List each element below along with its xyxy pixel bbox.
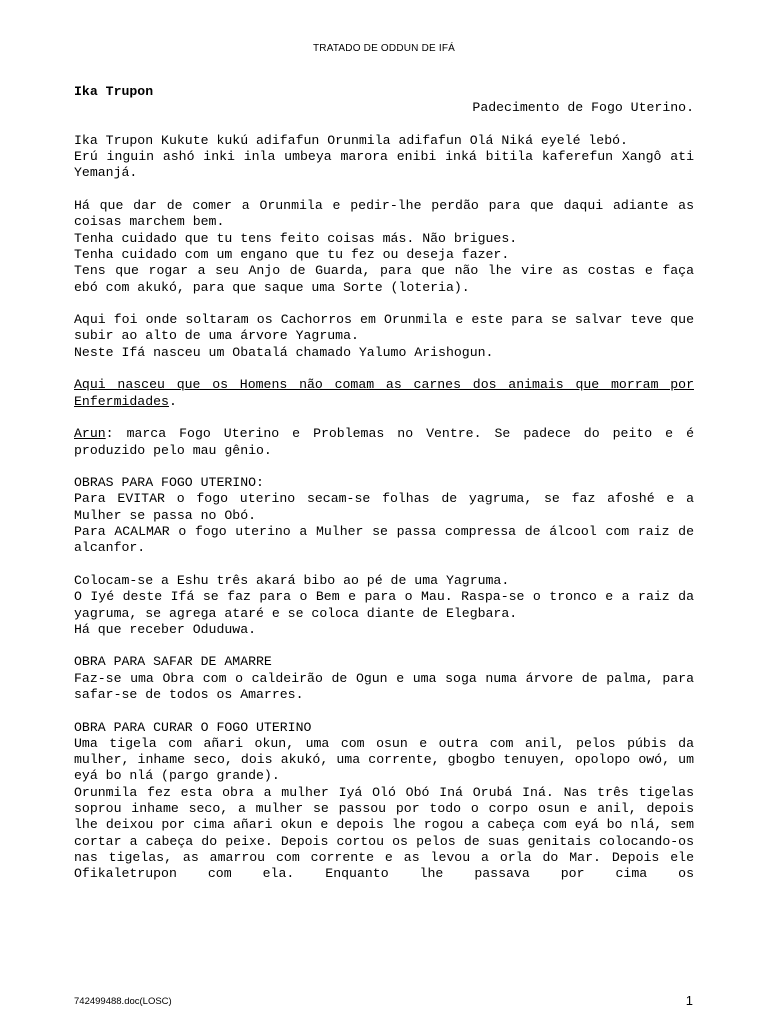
text-line: Colocam-se a Eshu três akará bibo ao pé de uma Yagruma.: [74, 572, 510, 588]
paragraph-obra-amarre: [74, 654, 694, 703]
text-line: Para ACALMAR o fogo uterino a Mulher se passa compressa de álcool com raiz de alcanfor.: [74, 524, 694, 556]
text-tail: .: [168, 393, 177, 409]
text-line: O Iyé deste Ifá se faz para o Bem e para o Mau. Raspa-se o tronco e a raiz da yagruma, se agrega ataré e se coloca diante de Elegbara.: [74, 589, 694, 621]
paragraph-advice: [74, 198, 694, 296]
arun-text: : marca Fogo Uterino e Problemas no Ventre. Se padece do peito e é produzido pelo mau gênio.: [74, 426, 694, 458]
text-line: Aqui foi onde soltaram os Cachorros em Orunmila e este para se salvar teve que subir ao alto de uma árvore Yagruma.: [74, 312, 694, 344]
paragraph-obras-fogo-uterino: [74, 475, 694, 556]
footer-filename: 742499488.doc(LOSC): [74, 996, 172, 1007]
section-heading: OBRA PARA CURAR O FOGO UTERINO: [74, 719, 312, 735]
text-line: Há que receber Oduduwa.: [74, 621, 257, 637]
paragraph-arun: [74, 426, 694, 459]
section-heading: OBRAS PARA FOGO UTERINO:: [74, 475, 264, 491]
text-line: Há que dar de comer a Orunmila e pedir-lhe perdão para que daqui adiante as coisas marchem bem.: [74, 198, 694, 230]
paragraph-prohibition: [74, 377, 694, 410]
paragraph-invocation: [74, 133, 694, 182]
text-line: Tens que rogar a seu Anjo de Guarda, para que não lhe vire as costas e faça ebó com akukó, para que saque uma Sorte (loteria).: [74, 263, 694, 295]
paragraph-obra-curar: [74, 720, 694, 883]
underlined-text: Aqui nasceu que os Homens não comam as carnes dos animais que morram por Enfermidades: [74, 377, 694, 409]
odu-subtitle: Padecimento de Fogo Uterino.: [472, 100, 694, 116]
section-heading: OBRA PARA SAFAR DE AMARRE: [74, 654, 272, 670]
page-header: TRATADO DE ODDUN DE IFÁ: [312, 43, 455, 54]
text-line: Tenha cuidado que tu tens feito coisas más. Não brigues.: [74, 230, 518, 246]
text-line: Erú inguin ashó inki inla umbeya marora enibi inká bitila kaferefun Xangô ati Yemanjá.: [74, 149, 694, 181]
text-line: Tenha cuidado com um engano que tu fez ou deseja fazer.: [74, 246, 510, 262]
text-line: Uma tigela com añari okun, uma com osun e outra com anil, pelos púbis da mulher, inhame seco, dois akukó, uma corrente, gbogbo tenuyen, opolopo owó, um eyá bo nlá (pargo grande).: [74, 735, 694, 784]
document-body: [74, 84, 694, 899]
arun-label: Arun: [74, 426, 106, 442]
text-line: Ika Trupon Kukute kukú adifafun Orunmila adifafun Olá Niká eyelé lebó.: [74, 132, 628, 148]
odu-title: Ika Trupon: [74, 84, 154, 99]
paragraph-history: [74, 312, 694, 361]
text-line: Faz-se uma Obra com o caldeirão de Ogun e uma soga numa árvore de palma, para safar-se de todos os Amarres.: [74, 670, 694, 702]
paragraph-eshu: [74, 573, 694, 638]
text-line: Para EVITAR o fogo uterino secam-se folhas de yagruma, se faz afoshé e a Mulher se passa no Obó.: [74, 491, 694, 523]
page-number: 1: [685, 993, 693, 1008]
text-line: Orunmila fez esta obra a mulher Iyá Oló Obó Iná Orubá Iná. Nas três tigelas soprou inhame seco, a mulher se passou por todo o corpo osun e anil, depois lhe deixou por cima añari okun e depois lhe rogou a cabeça com eyá bo nlá, sem cortar a cabeça do peixe. Depois cortou os pelos de suas genitais colocando-os nas tigelas, as amarrou com corrente e as levou a orla do Mar. Depois ele Ofikaletrupon com ela. Enquanto lhe passava por cima os: [74, 784, 694, 882]
text-line: Neste Ifá nasceu um Obatalá chamado Yalumo Arishogun.: [74, 344, 494, 360]
